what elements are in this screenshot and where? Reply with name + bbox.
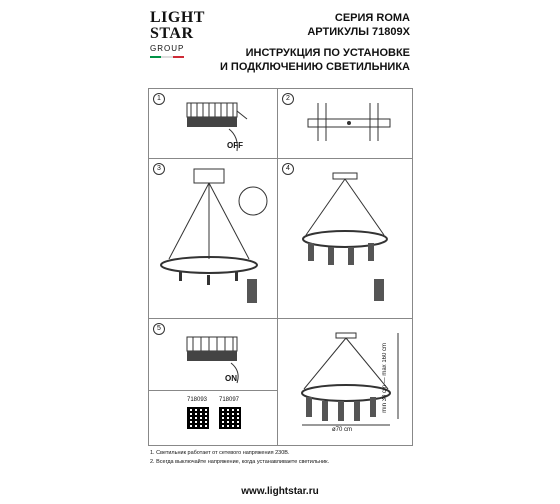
code-article-1: 718093 bbox=[187, 397, 208, 403]
website-link[interactable]: www.lightstar.ru bbox=[241, 486, 319, 497]
diameter-label: ø70 cm bbox=[332, 427, 353, 433]
step-3-illustration bbox=[149, 159, 278, 319]
articles-label: АРТИКУЛЫ 71809X bbox=[307, 26, 410, 38]
note-line-1: 1. Светильник работает от сетевого напряжения 230В. bbox=[150, 450, 290, 456]
brand-logo bbox=[150, 10, 208, 76]
step-4-illustration bbox=[278, 159, 412, 319]
step-number: 4 bbox=[282, 163, 294, 175]
step-number: 1 bbox=[153, 93, 165, 105]
logo-line3: GROUP bbox=[150, 44, 185, 53]
step-4-panel bbox=[277, 158, 413, 320]
step-number: 5 bbox=[153, 323, 165, 335]
step-1-panel bbox=[148, 88, 279, 160]
logo-line2: STAR bbox=[150, 25, 194, 42]
page-title bbox=[220, 46, 410, 74]
on-label: ON bbox=[225, 374, 237, 383]
step-5-illustration bbox=[149, 319, 278, 391]
codes-panel bbox=[148, 390, 279, 446]
qr-code-icon bbox=[219, 407, 241, 429]
italian-flag-icon bbox=[150, 56, 184, 58]
step-2-panel bbox=[277, 88, 413, 160]
step-3-panel bbox=[148, 158, 279, 320]
title-line1: ИНСТРУКЦИЯ ПО УСТАНОВКЕ bbox=[245, 47, 410, 59]
step-number: 3 bbox=[153, 163, 165, 175]
notes bbox=[150, 449, 412, 467]
height-label: min 30 cm — max 160 cm bbox=[382, 343, 388, 413]
title-line2: И ПОДКЛЮЧЕНИЮ СВЕТИЛЬНИКА bbox=[219, 61, 410, 73]
note-line-2: 2. Всегда выключайте напряжение, когда устанавливаете светильник. bbox=[150, 459, 330, 465]
code-article-2: 718097 bbox=[219, 397, 240, 403]
step-number: 2 bbox=[282, 93, 294, 105]
final-assembly-panel bbox=[277, 318, 413, 446]
step-5-panel bbox=[148, 318, 279, 392]
series-label: СЕРИЯ ROMA bbox=[334, 12, 410, 24]
qr-code-icon bbox=[187, 407, 209, 429]
bracket-illustration bbox=[278, 89, 412, 159]
logo-line1: LIGHT bbox=[150, 9, 205, 26]
step-1-illustration bbox=[149, 89, 278, 159]
off-label: OFF bbox=[227, 141, 243, 150]
